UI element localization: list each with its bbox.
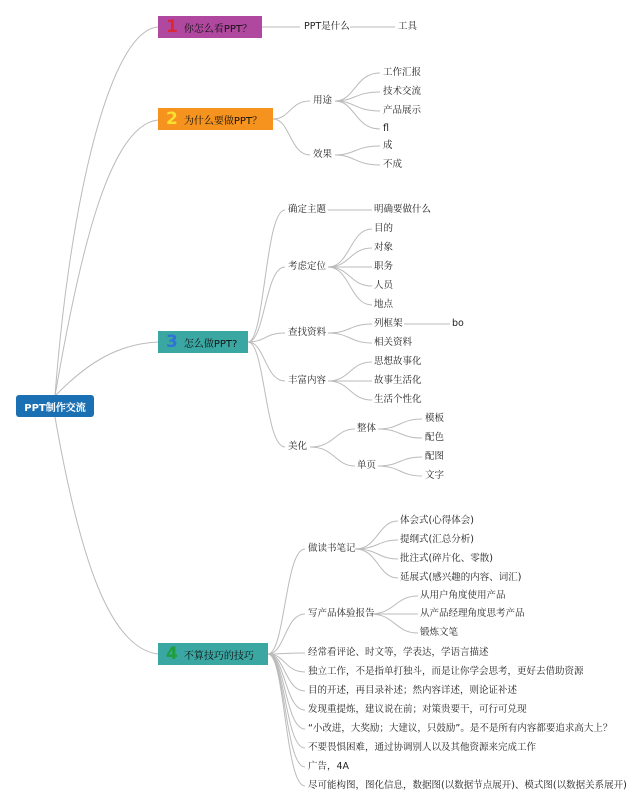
node-position-item[interactable]: 目的 bbox=[374, 223, 394, 234]
node-position-item[interactable]: 对象 bbox=[374, 242, 394, 253]
topic-number: 1 bbox=[166, 17, 178, 37]
node-position-item[interactable]: 地点 bbox=[374, 299, 394, 310]
topic-label: 为什么要做PPT？ bbox=[183, 115, 263, 127]
node-use-item[interactable]: fl bbox=[383, 123, 389, 134]
node-enrich[interactable]: 丰富内容 bbox=[288, 375, 327, 386]
node-notes-item[interactable]: 延展式(感兴趣的内容、词汇) bbox=[400, 572, 522, 583]
node-notes-item[interactable]: 批注式(碎片化、零散) bbox=[400, 553, 493, 564]
node-theme[interactable]: 确定主题 bbox=[288, 204, 327, 215]
node-report-item[interactable]: 从用户角度使用产品 bbox=[420, 590, 506, 601]
node-report-item[interactable]: 从产品经理角度思考产品 bbox=[420, 608, 525, 619]
topic-2[interactable] bbox=[158, 108, 273, 130]
node-notes-item[interactable]: 提纲式(汇总分析) bbox=[400, 534, 474, 545]
node-research[interactable]: 查找资料 bbox=[288, 327, 327, 338]
topic-3[interactable] bbox=[158, 331, 248, 353]
node-use-item[interactable]: 技术交流 bbox=[383, 86, 422, 97]
node-notes-item[interactable]: 体会式(心得体会) bbox=[400, 515, 474, 526]
node-tip[interactable]: 尽可能构图，图化信息，数据图(以数据节点展开)、模式图(以数据关系展开) bbox=[308, 780, 627, 791]
node-theme-item[interactable]: 明确要做什么 bbox=[374, 204, 432, 215]
node-overall-item[interactable]: 模板 bbox=[425, 413, 445, 424]
node-page[interactable]: 单页 bbox=[357, 460, 377, 471]
node-framework[interactable]: 列框架 bbox=[374, 318, 403, 329]
node-tip[interactable]: 独立工作，不是指单打独斗，而是让你学会思考，更好去借助资源 bbox=[308, 666, 584, 677]
node-enrich-item[interactable]: 生活个性化 bbox=[374, 394, 422, 405]
root-topic[interactable]: PPT制作交流 bbox=[16, 395, 94, 417]
topic-label: 你怎么看PPT？ bbox=[183, 23, 253, 35]
node-page-item[interactable]: 文字 bbox=[425, 470, 445, 481]
node-tip[interactable]: 不要畏惧困难，通过协调别人以及其他资源来完成工作 bbox=[308, 742, 537, 753]
node-position[interactable]: 考虑定位 bbox=[288, 261, 327, 272]
node-use-item[interactable]: 产品展示 bbox=[383, 105, 422, 116]
node-tip[interactable]: “小改进，大奖励；大建议，只鼓励”。是不是所有内容都要追求高大上？ bbox=[308, 723, 613, 734]
node-reading-notes[interactable]: 做读书笔记 bbox=[308, 543, 356, 554]
node-effect-item[interactable]: 不成 bbox=[383, 159, 403, 170]
node-use-item[interactable]: 工作汇报 bbox=[383, 67, 422, 78]
node-overall[interactable]: 整体 bbox=[357, 423, 377, 434]
topic-label: 不算技巧的技巧 bbox=[183, 650, 254, 662]
topic-number: 2 bbox=[166, 109, 178, 129]
node-bo[interactable]: bo bbox=[452, 318, 464, 329]
node-tip[interactable]: 发现重提炼，建议说在前；对策贵要干，可行可兑现 bbox=[308, 704, 527, 715]
node-report-item[interactable]: 锻炼文笔 bbox=[420, 627, 459, 638]
topic-4[interactable] bbox=[158, 643, 268, 665]
topic-1[interactable] bbox=[158, 16, 262, 38]
node-position-item[interactable]: 职务 bbox=[374, 261, 394, 272]
node-related[interactable]: 相关资料 bbox=[374, 337, 413, 348]
node-enrich-item[interactable]: 故事生活化 bbox=[374, 375, 422, 386]
topic-number: 3 bbox=[166, 332, 178, 352]
node-effect[interactable]: 效果 bbox=[313, 149, 333, 160]
node-product-report[interactable]: 写产品体验报告 bbox=[308, 608, 375, 619]
node-tool[interactable]: 工具 bbox=[398, 21, 418, 32]
topic-number: 4 bbox=[166, 644, 178, 664]
node-ppt-what[interactable]: PPT是什么 bbox=[304, 21, 350, 32]
node-tip[interactable]: 经常看评论、时文等，学表达，学语言描述 bbox=[308, 647, 489, 658]
node-page-item[interactable]: 配图 bbox=[425, 451, 445, 462]
node-position-item[interactable]: 人员 bbox=[374, 280, 394, 291]
node-beautify[interactable]: 美化 bbox=[288, 441, 308, 452]
node-effect-item[interactable]: 成 bbox=[383, 140, 393, 151]
node-use[interactable]: 用途 bbox=[313, 95, 333, 106]
node-tip[interactable]: 广告，4A bbox=[308, 761, 350, 772]
node-overall-item[interactable]: 配色 bbox=[425, 432, 445, 443]
topic-label: 怎么做PPT? bbox=[183, 338, 238, 350]
node-tip[interactable]: 目的开述，再目录补述；然内容详述，则论证补述 bbox=[308, 685, 518, 696]
node-enrich-item[interactable]: 思想故事化 bbox=[374, 356, 422, 367]
